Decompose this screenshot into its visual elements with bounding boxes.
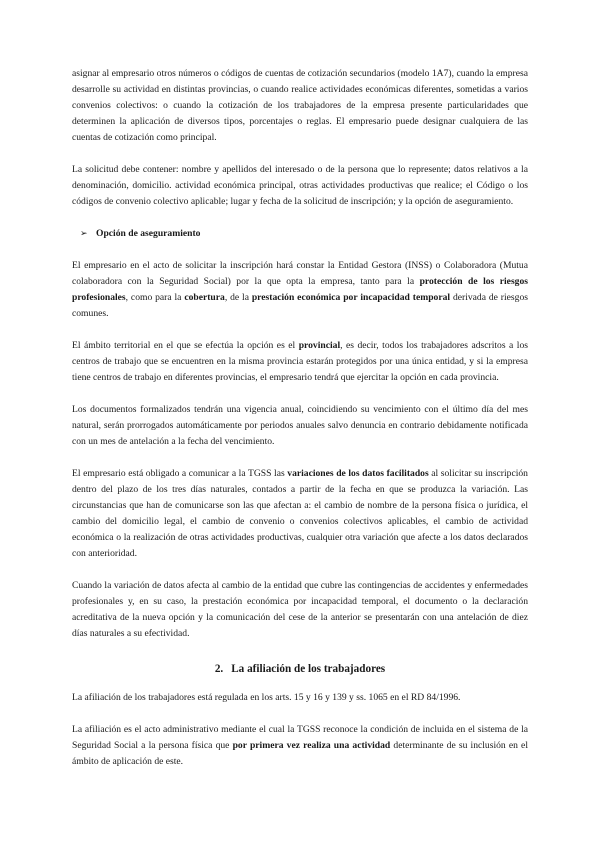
bold-term: variaciones de los datos facilitados xyxy=(287,468,429,479)
bullet-heading xyxy=(72,226,528,242)
bold-term: prestación económica por incapacidad temporal xyxy=(251,292,451,303)
paragraph-vigencia: Los documentos formalizados tendrán una vigencia anual, coincidiendo su vencimiento con el último día del mes natural, serán prorrogados automáticamente por periodos anuales salvo denuncia en contrario debidamente notificada con un mes de antelación a la fecha del vencimiento. xyxy=(72,404,528,447)
bold-term: cobertura xyxy=(184,292,225,303)
section-number: 2. xyxy=(214,663,224,675)
paragraph-opcion-entidad: El empresario en el acto de solicitar la inscripción hará constar la Entidad Gestora (INSS) o Colaboradora (Mutua colaboradora con la Seguridad Social) por la que opta la empresa, tanto para la protección de los riesgos profesionales, como para la cobertura, de la prestación económica por incapacidad temporal derivada de riesgos comunes. xyxy=(72,260,529,319)
document-page xyxy=(72,66,528,770)
bold-term: provincial xyxy=(298,340,341,351)
paragraph-afiliacion-definicion: La afiliación es el acto administrativo mediante el cual la TGSS reconoce la condición de incluida en el sistema de la Seguridad Social a la persona física que por primera vez realiza una actividad determinante de su inclusión en el ámbito de aplicación de este. xyxy=(72,724,528,767)
paragraph-variaciones: El empresario está obligado a comunicar a la TGSS las variaciones de los datos facilitados al solicitar su inscripción dentro del plazo de los tres días naturales, contados a partir de la fecha en que se produzca la variación. Las circunstancias que han de comunicarse son las que afectan a: el cambio de nombre de la persona física o jurídica, el cambio del domicilio legal, el cambio de convenio o convenios colectivos aplicables, el cambio de actividad económica o la realización de otras actividades productivas, cualquier otra variación que afecte a los datos declarados con anterioridad. xyxy=(72,468,528,559)
paragraph-regulacion: La afiliación de los trabajadores está regulada en los arts. 15 y 16 y 139 y ss. 1065 en el RD 84/1996. xyxy=(72,692,461,703)
bold-term: protección de los riesgos profesionales xyxy=(72,276,529,303)
bullet-heading-label: Opción de aseguramiento xyxy=(96,228,201,239)
bold-term: por primera vez realiza una actividad xyxy=(232,740,391,751)
section-title: La afiliación de los trabajadores xyxy=(231,663,386,675)
paragraph-ambito-territorial: El ámbito territorial en el que se efectúa la opción es el provincial, es decir, todos los trabajadores adscritos a los centros de trabajo que se encuentren en la misma provincia estarán protegidos por una única entidad, y si la empresa tiene centros de trabajo en diferentes provincias, el empresario tendrá que ejercitar la opción en cada provincia. xyxy=(72,340,529,383)
paragraph-solicitud-contenido: La solicitud debe contener: nombre y apellidos del interesado o de la persona que lo represente; datos relativos a la denominación, domicilio. actividad económica principal, otras actividades productivas que realice; el Código o los códigos de convenio colectivo aplicable; lugar y fecha de la solicitud de inscripción; y la opción de aseguramiento. xyxy=(72,164,528,207)
arrow-bullet-icon: ➢ xyxy=(80,229,88,239)
section-heading xyxy=(72,658,528,680)
paragraph-cambio-entidad: Cuando la variación de datos afecta al cambio de la entidad que cubre las contingencias de accidentes y enfermedades profesionales y, en su caso, la prestación económica por incapacidad temporal, el documento o la declaración acreditativa de la nueva opción y la comunicación del cese de la anterior se presentarán con una antelación de diez días naturales a su efectividad. xyxy=(72,580,528,639)
paragraph-cuentas-cotizacion: asignar al empresario otros números o códigos de cuentas de cotización secundarios (modelo 1A7), cuando la empresa desarrolle su actividad en distintas provincias, o cuando realice actividades económicas diferentes, sometidas a varios convenios colectivos: o cuando la cotización de los trabajadores de la empresa presente particularidades que determinen la aplicación de diversos tipos, porcentajes o reglas. El empresario puede designar cualquiera de las cuentas de cotización como principal. xyxy=(72,68,528,143)
